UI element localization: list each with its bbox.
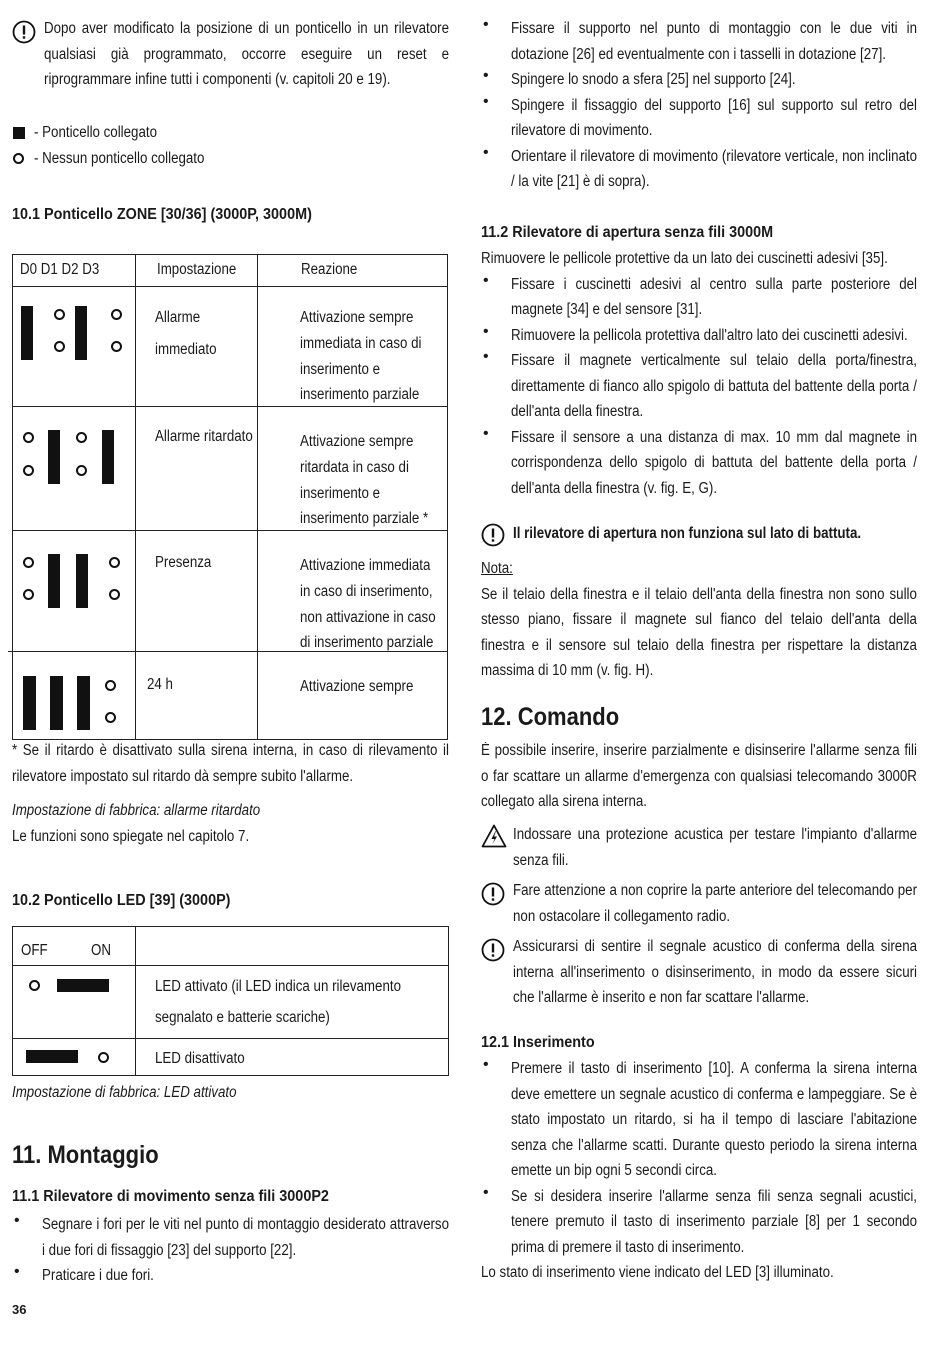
zone-row-4-reaction: Attivazione sempre: [300, 678, 414, 695]
list-item: • Praticare i due fori.: [12, 1263, 450, 1289]
list-item: • Fissare il supporto nel punto di montaggio con le due viti in dotazione [26] ed eventualmente con i tasselli in dotazione [27].: [481, 16, 918, 67]
exclamation-icon: [12, 20, 36, 44]
list-item: • Orientare il rilevatore di movimento (rilevatore verticale, non inclinato / la vite [21] è di sopra).: [481, 144, 918, 195]
list-11-2: [481, 272, 918, 502]
section-12-intro: È possibile inserire, inserire parzialmente e disinserire l'allarme senza fili o far scattare un allarme d'emergenza con qualsiasi telecomando 3000R collegato alla sirena interna.: [481, 742, 917, 810]
zone-row-1-setting: Allarme immediato: [155, 309, 217, 358]
zone-row-4-setting: 24 h: [147, 676, 173, 693]
list-12-1: [481, 1056, 918, 1260]
empty-circle-icon: [13, 153, 24, 164]
legend-filled-label: - Ponticello collegato: [34, 124, 158, 141]
exclamation-icon: [481, 938, 505, 962]
section-12-1-title: 12.1 Inserimento: [481, 1034, 595, 1051]
list-11-1-cont: [481, 16, 918, 195]
zone-head-jumpers: D0 D1 D2 D3: [20, 261, 100, 278]
list-item: • Fissare il sensore a una distanza di max. 10 mm dal magnete in corrispondenza dello spigolo di battuta del battente della porta / dell'anta della finestra (v. fig. E, G).: [481, 425, 918, 502]
section-12-title: 12. Comando: [481, 703, 620, 731]
list-item: • Rimuovere la pellicola protettiva dall'altro lato dei cuscinetti adesivi.: [481, 323, 918, 349]
zone-row-3-setting: Presenza: [155, 554, 212, 571]
factory-setting-1: Impostazione di fabbrica: allarme ritardato: [12, 802, 261, 819]
exclamation-icon: [481, 882, 505, 906]
zone-head-reaction: Reazione: [301, 261, 358, 278]
legend-empty-label: - Nessun ponticello collegato: [34, 150, 205, 167]
note-label: Nota:: [481, 560, 513, 577]
note-text: Se il telaio della finestra e il telaio dell'anta della finestra non sono sullo stesso piano, fissare il magnete sul fianco del telaio dell'anta della finestra e il sensore sul telaio della finestra per rispettare la distanza massima di 10 mm (v. fig. H).: [481, 585, 917, 679]
page-number: 36: [12, 1302, 27, 1317]
warning-triangle-icon: [481, 824, 507, 848]
list-item: • Spingere lo snodo a sfera [25] nel supporto [24].: [481, 67, 918, 93]
caution-1-text: Indossare una protezione acustica per testare l'impianto d'allarme senza fili.: [513, 826, 918, 869]
warning-11-2: [481, 521, 918, 551]
zone-row-2-setting: Allarme ritardato: [155, 428, 253, 445]
led-row-1-text: LED attivato (il LED indica un rilevamento segnalato e batterie scariche): [155, 978, 401, 1026]
functions-note: Le funzioni sono spiegate nel capitolo 7.: [12, 827, 250, 845]
section-11-2-intro: Rimuovere le pellicole protettive da un lato dei cuscinetti adesivi [35].: [481, 250, 888, 267]
warning-11-2-text: Il rilevatore di apertura non funziona sul lato di battuta.: [513, 525, 862, 542]
zone-table: [12, 254, 450, 742]
zone-footnote: * Se il ritardo è disattivato sulla sirena interna, in caso di rilevamento il rilevatore impostato sul ritardo dà sempre subito l'allarme.: [12, 742, 449, 785]
final-line: Lo stato di inserimento viene indicato del LED [3] illuminato.: [481, 1264, 834, 1281]
section-11-2-title: 11.2 Rilevatore di apertura senza fili 3000M: [481, 224, 774, 241]
filled-square-icon: [13, 127, 25, 139]
list-item: • Spingere il fissaggio del supporto [16] sul supporto sul retro del rilevatore di movimento.: [481, 93, 918, 144]
factory-setting-2: Impostazione di fabbrica: LED attivato: [12, 1084, 237, 1101]
zone-row-3-reaction: Attivazione immediata in caso di inserimento, non attivazione in caso di inserimento parziale: [300, 557, 436, 651]
zone-row-1-reaction: Attivazione sempre immediata in caso di inserimento e inserimento parziale: [300, 309, 422, 403]
list-item: • Se si desidera inserire l'allarme senza fili senza segnali acustici, tenere premuto il tasto di inserimento parziale [8] per 1 secondo prima di premere il tasto di inserimento.: [481, 1184, 918, 1261]
led-head-on: ON: [91, 942, 111, 959]
exclamation-icon: [481, 523, 505, 547]
list-item: • Fissare i cuscinetti adesivi al centro sulla parte posteriore del magnete [34] e del sensore [31].: [481, 272, 918, 323]
led-row-2-text: LED disattivato: [155, 1050, 245, 1067]
list-item: • Segnare i fori per le viti nel punto di montaggio desiderato attraverso i due fori di fissaggio [23] del supporto [22].: [12, 1212, 450, 1263]
caution-2-text: Fare attenzione a non coprire la parte anteriore del telecomando per non ostacolare il collegamento radio.: [513, 882, 918, 925]
legend: [12, 120, 450, 172]
section-11-title: 11. Montaggio: [12, 1141, 159, 1169]
led-head-off: OFF: [21, 942, 48, 959]
section-11-1-title: 11.1 Rilevatore di movimento senza fili 3000P2: [12, 1188, 329, 1205]
zone-row-2-reaction: Attivazione sempre ritardata in caso di inserimento e inserimento parziale *: [300, 433, 429, 527]
zone-head-setting: Impostazione: [157, 261, 237, 278]
list-item: • Premere il tasto di inserimento [10]. A conferma la sirena interna deve emettere un segnale acustico di conferma e lampeggiare. Se è stato impostato un ritardo, si ha il tempo di lasciare l'abitazione senza che l'allarme scatti. Durante questo periodo la sirena interna emette un bip ogni 5 secondi circa.: [481, 1056, 918, 1184]
caution-3-text: Assicurarsi di sentire il segnale acustico di conferma della sirena interna all'inserimento o disinserimento, in modo da essere sicuri che l'allarme è inserito e non far scattare l'allarme.: [513, 938, 918, 1006]
section-10-1-title: 10.1 Ponticello ZONE [30/36] (3000P, 3000M): [12, 206, 312, 223]
list-item: • Fissare il magnete verticalmente sul telaio della porta/finestra, direttamente di fianco allo spigolo di battuta del battente della porta / dell'anta della finestra.: [481, 348, 918, 425]
list-11-1: [12, 1212, 450, 1289]
intro-warning-text: Dopo aver modificato la posizione di un ponticello in un rilevatore qualsiasi già programmato, occorre eseguire un reset e riprogrammare infine tutti i componenti (v. capitoli 20 e 19).: [44, 20, 450, 88]
section-10-2-title: 10.2 Ponticello LED [39] (3000P): [12, 892, 231, 909]
led-table: [12, 926, 450, 1078]
